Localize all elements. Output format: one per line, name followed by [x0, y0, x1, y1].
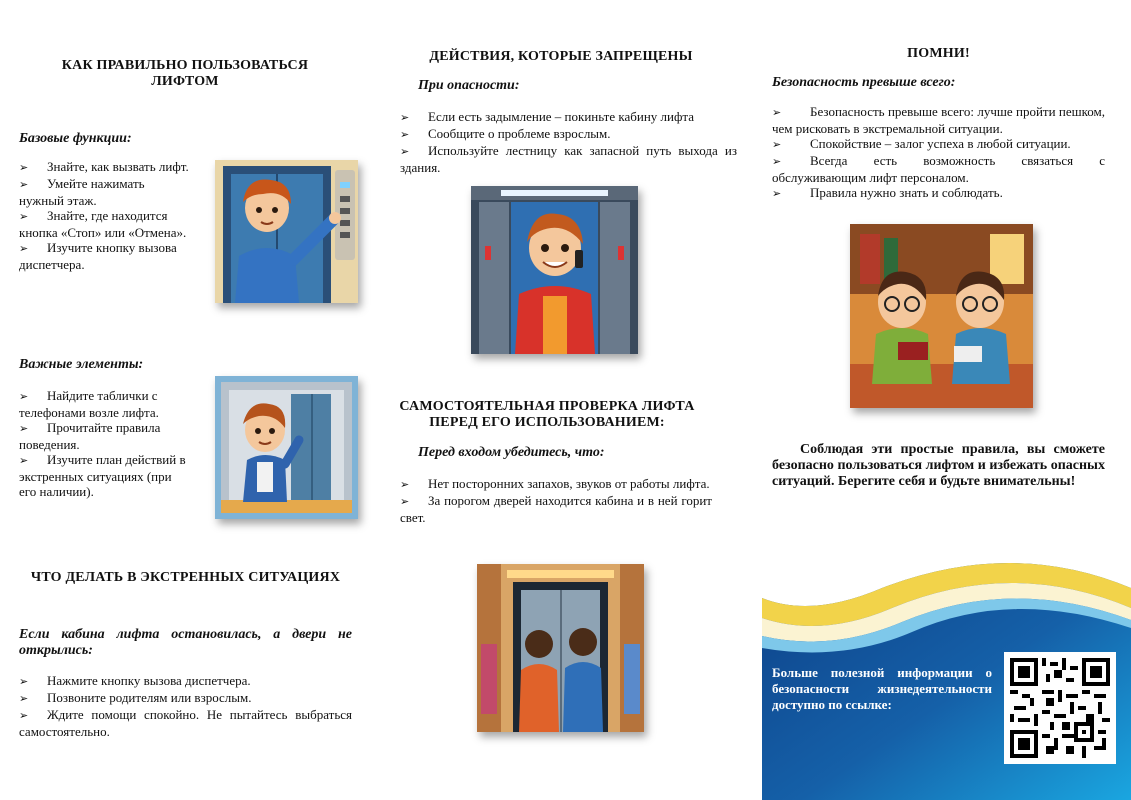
two-boys-svg [477, 564, 644, 732]
title-line-1: КАК ПРАВИЛЬНО ПОЛЬЗОВАТЬСЯ [61, 58, 309, 73]
bullet-arrow-icon: ➢ [19, 179, 29, 191]
boy-at-elevator-panel-illustration [215, 160, 358, 303]
more-info-text: Больше полезной информации о безопасности жизнедеятельности доступно по ссылке: [772, 665, 992, 712]
bullet-arrow-icon: ➢ [19, 423, 29, 435]
list-item: ➢ Сообщите о проблеме взрослым. [400, 126, 611, 141]
emergency-list [19, 673, 352, 739]
bullet-arrow-icon: ➢ [19, 455, 29, 467]
bullet-arrow-icon: ➢ [19, 710, 29, 722]
bullet-arrow-icon: ➢ [400, 129, 410, 141]
qr-code-icon[interactable] [1004, 652, 1116, 764]
remember-title: ПОМНИ! [907, 46, 970, 61]
bullet-arrow-icon: ➢ [772, 156, 782, 168]
list-item: ➢ Если есть задымление – покиньте кабину лифта [400, 109, 695, 124]
basic-functions-list [19, 159, 189, 272]
list-item: ➢ Спокойствие – залог успеха в любой ситуации. [772, 136, 1071, 151]
bullet-arrow-icon: ➢ [772, 107, 782, 119]
list-item: ➢ Нажмите кнопку вызова диспетчера. [19, 673, 251, 688]
title-line-2: ПЕРЕД ЕГО ИСПОЛЬЗОВАНИЕМ: [429, 415, 665, 430]
bullet-arrow-icon: ➢ [400, 496, 410, 508]
bullet-arrow-icon: ➢ [19, 676, 29, 688]
danger-heading: При опасности: [418, 78, 520, 93]
bullet-arrow-icon: ➢ [19, 211, 29, 223]
check-list [400, 476, 712, 525]
list-item: ➢ Найдите таблички с телефонами возле лифта. [19, 388, 159, 420]
list-item: ➢ Изучите кнопку вызова диспетчера. [19, 240, 177, 272]
bullet-arrow-icon: ➢ [19, 243, 29, 255]
bullet-arrow-icon: ➢ [400, 112, 410, 124]
safety-heading: Безопасность превыше всего: [772, 75, 956, 90]
list-item: ➢ Знайте, как вызвать лифт. [19, 159, 189, 174]
qr-code-svg [1010, 658, 1110, 758]
list-item: ➢ Знайте, где находится кнопка «Стоп» или «Отмена». [19, 208, 187, 240]
check-subheading: Перед входом убедитесь, что: [418, 445, 605, 460]
list-item: ➢ Позвоните родителям или взрослым. [19, 690, 252, 705]
reading-boys-svg [850, 224, 1033, 408]
self-check-title [388, 399, 706, 431]
bullet-arrow-icon: ➢ [400, 479, 410, 491]
closing-paragraph: Соблюдая эти простые правила, вы сможете безопасно пользоваться лифтом и избежать опасных ситуаций. Берегите себя и будьте внимательны! [772, 442, 1105, 489]
two-boys-reading-illustration [850, 224, 1033, 408]
bullet-arrow-icon: ➢ [400, 146, 410, 158]
bullet-arrow-icon: ➢ [772, 139, 782, 151]
emergency-subheading: Если кабина лифта остановилась, а двери не открылись: [19, 627, 352, 658]
boy-with-phone-illustration [471, 186, 638, 354]
boy-phone-svg [471, 186, 638, 354]
list-item: ➢ Используйте лестницу как запасной путь выхода из здания. [400, 143, 737, 175]
emergency-title: ЧТО ДЕЛАТЬ В ЭКСТРЕННЫХ СИТУАЦИЯХ [30, 570, 341, 585]
boy-cabin-svg [215, 376, 358, 519]
important-elements-heading: Важные элементы: [19, 357, 144, 372]
list-item: ➢ Умейте нажимать нужный этаж. [19, 176, 145, 208]
list-item: ➢ Ждите помощи спокойно. Не пытайтесь выбраться самостоятельно. [19, 707, 352, 739]
title-line-2: ЛИФТОМ [151, 74, 219, 89]
boy-elevator-svg [215, 160, 358, 303]
boy-in-elevator-illustration [215, 376, 358, 519]
list-item: ➢ Правила нужно знать и соблюдать. [772, 185, 1003, 200]
bullet-arrow-icon: ➢ [19, 391, 29, 403]
two-boys-at-elevator-illustration [477, 564, 644, 732]
list-item: ➢ Прочитайте правила поведения. [19, 420, 161, 452]
important-elements-list [19, 388, 189, 499]
list-item: ➢ За порогом дверей находится кабина и в ней горит свет. [400, 493, 712, 525]
bullet-arrow-icon: ➢ [19, 162, 29, 174]
forbidden-actions-title: ДЕЙСТВИЯ, КОТОРЫЕ ЗАПРЕЩЕНЫ [429, 49, 693, 64]
bullet-arrow-icon: ➢ [772, 188, 782, 200]
section-title-how-to-use [30, 58, 340, 90]
list-item: ➢ Изучите план действий в экстренных ситуациях (при его наличии). [19, 452, 186, 499]
bullet-arrow-icon: ➢ [19, 693, 29, 705]
title-line-1: САМОСТОЯТЕЛЬНАЯ ПРОВЕРКА ЛИФТА [399, 399, 695, 414]
list-item: ➢ Всегда есть возможность связаться с обслуживающим лифт персоналом. [772, 153, 1105, 185]
danger-list [400, 109, 737, 175]
list-item: ➢ Нет посторонних запахов, звуков от работы лифта. [400, 476, 710, 491]
list-item: ➢ Безопасность превыше всего: лучше пройти пешком, чем рисковать в экстремальной ситуации. [772, 104, 1105, 136]
safety-list [772, 104, 1105, 202]
basic-functions-heading: Базовые функции: [19, 131, 132, 146]
